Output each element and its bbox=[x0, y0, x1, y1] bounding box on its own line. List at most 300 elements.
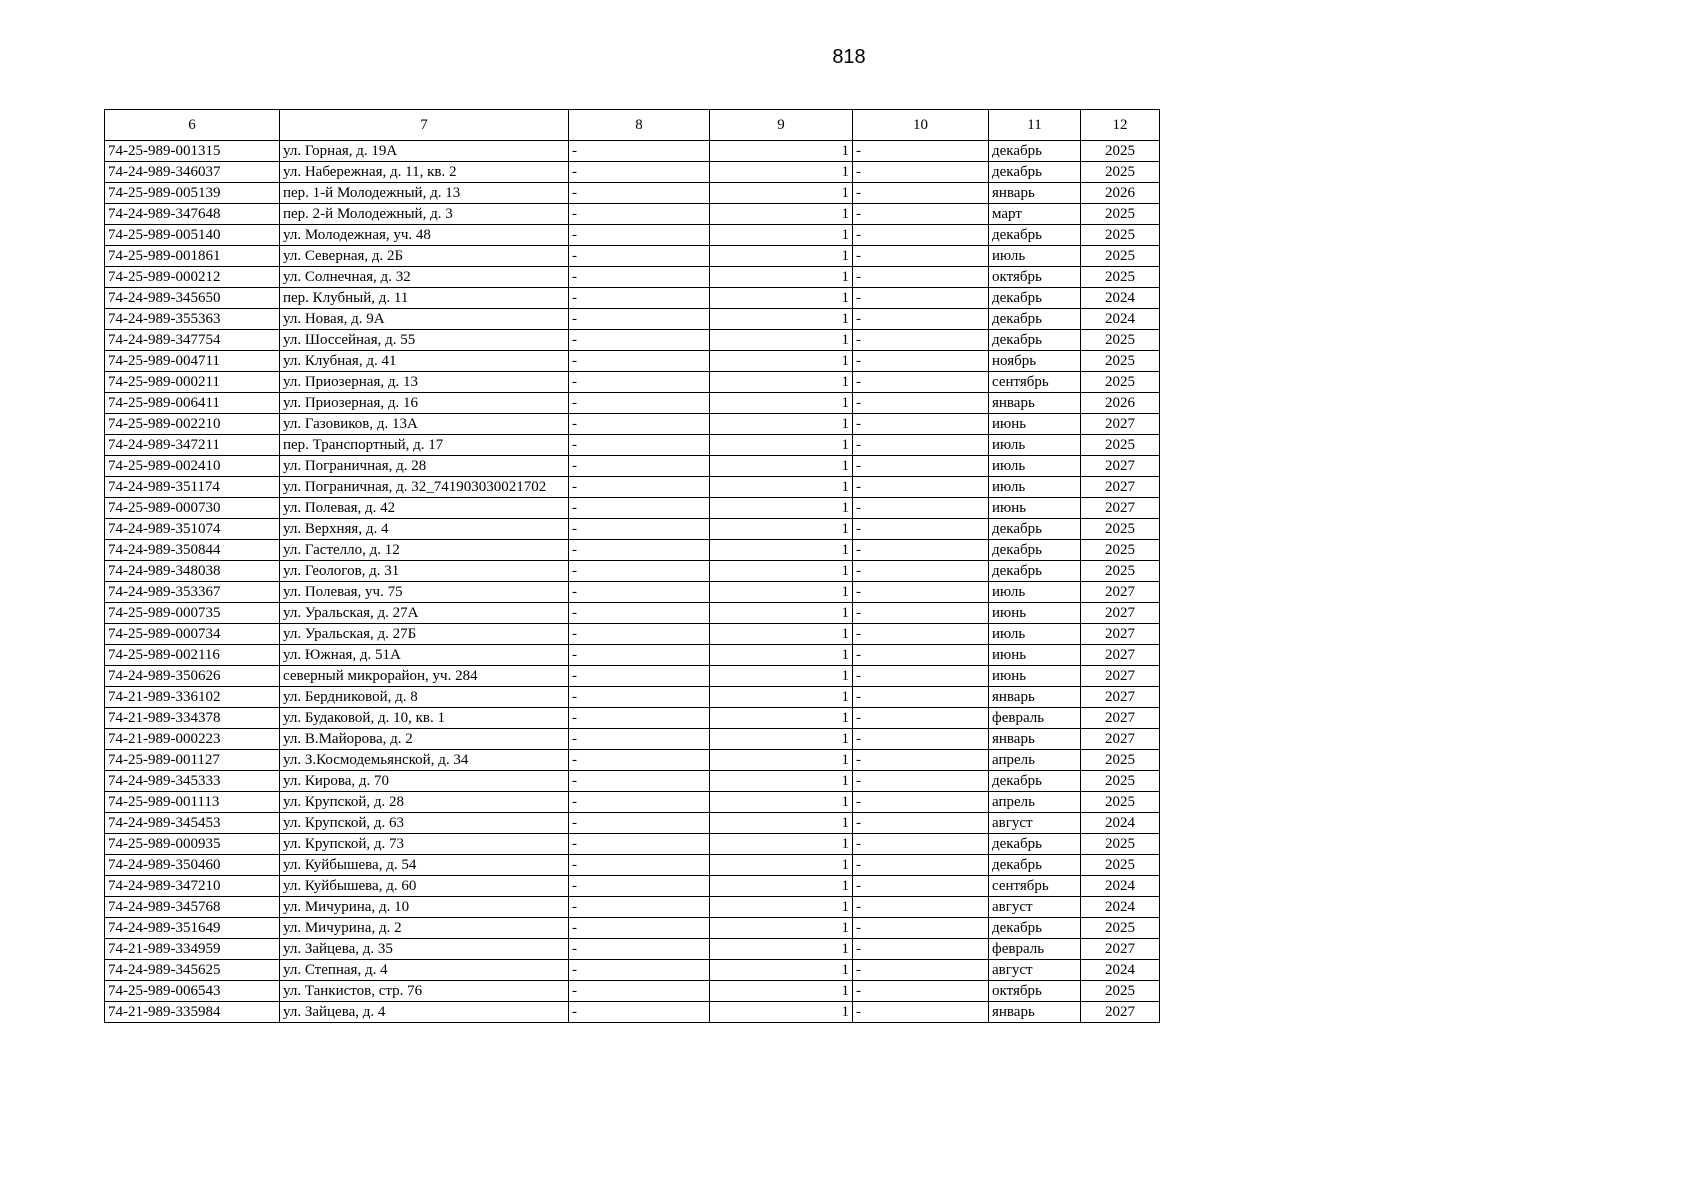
col9-cell: 1 bbox=[710, 939, 853, 960]
address-cell: ул. Пограничная, д. 28 bbox=[280, 456, 569, 477]
col8-cell: - bbox=[569, 582, 710, 603]
col9-cell: 1 bbox=[710, 309, 853, 330]
col8-cell: - bbox=[569, 372, 710, 393]
col9-cell: 1 bbox=[710, 624, 853, 645]
col8-cell: - bbox=[569, 204, 710, 225]
month-cell: август bbox=[989, 813, 1081, 834]
col9-cell: 1 bbox=[710, 687, 853, 708]
col9-cell: 1 bbox=[710, 960, 853, 981]
month-cell: декабрь bbox=[989, 834, 1081, 855]
address-cell: ул. Будаковой, д. 10, кв. 1 bbox=[280, 708, 569, 729]
cadastral-code-cell: 74-24-989-347211 bbox=[105, 435, 280, 456]
col9-cell: 1 bbox=[710, 645, 853, 666]
table-row bbox=[105, 540, 1160, 561]
month-cell: декабрь bbox=[989, 162, 1081, 183]
col8-cell: - bbox=[569, 750, 710, 771]
month-cell: июль bbox=[989, 582, 1081, 603]
col8-cell: - bbox=[569, 981, 710, 1002]
data-table bbox=[104, 109, 1160, 1023]
col9-cell: 1 bbox=[710, 519, 853, 540]
cadastral-code-cell: 74-24-989-345768 bbox=[105, 897, 280, 918]
month-cell: октябрь bbox=[989, 981, 1081, 1002]
table-row bbox=[105, 582, 1160, 603]
table-row bbox=[105, 414, 1160, 435]
address-cell: ул. Новая, д. 9А bbox=[280, 309, 569, 330]
column-header: 12 bbox=[1081, 110, 1160, 141]
col8-cell: - bbox=[569, 330, 710, 351]
col10-cell: - bbox=[853, 267, 989, 288]
col8-cell: - bbox=[569, 918, 710, 939]
cadastral-code-cell: 74-24-989-350626 bbox=[105, 666, 280, 687]
year-cell: 2025 bbox=[1081, 834, 1160, 855]
col10-cell: - bbox=[853, 498, 989, 519]
cadastral-code-cell: 74-24-989-353367 bbox=[105, 582, 280, 603]
year-cell: 2025 bbox=[1081, 267, 1160, 288]
col8-cell: - bbox=[569, 855, 710, 876]
cadastral-code-cell: 74-25-989-002210 bbox=[105, 414, 280, 435]
table-row bbox=[105, 897, 1160, 918]
table-row bbox=[105, 834, 1160, 855]
address-cell: ул. Уральская, д. 27Б bbox=[280, 624, 569, 645]
col8-cell: - bbox=[569, 666, 710, 687]
month-cell: июль bbox=[989, 477, 1081, 498]
col9-cell: 1 bbox=[710, 225, 853, 246]
table-row bbox=[105, 456, 1160, 477]
col9-cell: 1 bbox=[710, 750, 853, 771]
table-row bbox=[105, 1002, 1160, 1023]
col8-cell: - bbox=[569, 393, 710, 414]
col10-cell: - bbox=[853, 918, 989, 939]
month-cell: март bbox=[989, 204, 1081, 225]
cadastral-code-cell: 74-24-989-347754 bbox=[105, 330, 280, 351]
col8-cell: - bbox=[569, 897, 710, 918]
month-cell: октябрь bbox=[989, 267, 1081, 288]
col8-cell: - bbox=[569, 687, 710, 708]
month-cell: декабрь bbox=[989, 561, 1081, 582]
year-cell: 2027 bbox=[1081, 624, 1160, 645]
table-row bbox=[105, 477, 1160, 498]
col8-cell: - bbox=[569, 414, 710, 435]
table-row bbox=[105, 603, 1160, 624]
address-cell: ул. Зайцева, д. 35 bbox=[280, 939, 569, 960]
cadastral-code-cell: 74-24-989-345650 bbox=[105, 288, 280, 309]
address-cell: ул. Гастелло, д. 12 bbox=[280, 540, 569, 561]
year-cell: 2024 bbox=[1081, 876, 1160, 897]
address-cell: пер. Транспортный, д. 17 bbox=[280, 435, 569, 456]
col8-cell: - bbox=[569, 183, 710, 204]
year-cell: 2025 bbox=[1081, 855, 1160, 876]
address-cell: ул. Крупской, д. 73 bbox=[280, 834, 569, 855]
col8-cell: - bbox=[569, 309, 710, 330]
address-cell: ул. Полевая, уч. 75 bbox=[280, 582, 569, 603]
month-cell: июнь bbox=[989, 498, 1081, 519]
col8-cell: - bbox=[569, 792, 710, 813]
page-number: 818 bbox=[832, 46, 866, 68]
cadastral-code-cell: 74-24-989-351649 bbox=[105, 918, 280, 939]
column-header: 8 bbox=[569, 110, 710, 141]
table-row bbox=[105, 687, 1160, 708]
cadastral-code-cell: 74-25-989-004711 bbox=[105, 351, 280, 372]
table-row bbox=[105, 351, 1160, 372]
col8-cell: - bbox=[569, 708, 710, 729]
address-cell: ул. Степная, д. 4 bbox=[280, 960, 569, 981]
col9-cell: 1 bbox=[710, 288, 853, 309]
col10-cell: - bbox=[853, 624, 989, 645]
cadastral-code-cell: 74-24-989-350460 bbox=[105, 855, 280, 876]
year-cell: 2027 bbox=[1081, 666, 1160, 687]
cadastral-code-cell: 74-25-989-001113 bbox=[105, 792, 280, 813]
table-row bbox=[105, 288, 1160, 309]
col9-cell: 1 bbox=[710, 834, 853, 855]
month-cell: февраль bbox=[989, 939, 1081, 960]
year-cell: 2025 bbox=[1081, 981, 1160, 1002]
col8-cell: - bbox=[569, 729, 710, 750]
col9-cell: 1 bbox=[710, 918, 853, 939]
month-cell: январь bbox=[989, 729, 1081, 750]
year-cell: 2025 bbox=[1081, 519, 1160, 540]
cadastral-code-cell: 74-21-989-336102 bbox=[105, 687, 280, 708]
year-cell: 2027 bbox=[1081, 477, 1160, 498]
col10-cell: - bbox=[853, 351, 989, 372]
month-cell: апрель bbox=[989, 792, 1081, 813]
column-header: 11 bbox=[989, 110, 1081, 141]
month-cell: январь bbox=[989, 1002, 1081, 1023]
address-cell: ул. Набережная, д. 11, кв. 2 bbox=[280, 162, 569, 183]
year-cell: 2025 bbox=[1081, 372, 1160, 393]
column-header: 9 bbox=[710, 110, 853, 141]
month-cell: декабрь bbox=[989, 141, 1081, 162]
table-body bbox=[105, 141, 1160, 1023]
table-row bbox=[105, 372, 1160, 393]
col9-cell: 1 bbox=[710, 813, 853, 834]
cadastral-code-cell: 74-24-989-351074 bbox=[105, 519, 280, 540]
year-cell: 2027 bbox=[1081, 582, 1160, 603]
address-cell: ул. Горная, д. 19А bbox=[280, 141, 569, 162]
col10-cell: - bbox=[853, 372, 989, 393]
col8-cell: - bbox=[569, 834, 710, 855]
address-cell: ул. Куйбышева, д. 54 bbox=[280, 855, 569, 876]
col9-cell: 1 bbox=[710, 1002, 853, 1023]
col10-cell: - bbox=[853, 435, 989, 456]
cadastral-code-cell: 74-25-989-005139 bbox=[105, 183, 280, 204]
col10-cell: - bbox=[853, 603, 989, 624]
month-cell: январь bbox=[989, 183, 1081, 204]
col8-cell: - bbox=[569, 435, 710, 456]
cadastral-code-cell: 74-25-989-000734 bbox=[105, 624, 280, 645]
address-cell: ул. Южная, д. 51А bbox=[280, 645, 569, 666]
col9-cell: 1 bbox=[710, 183, 853, 204]
address-cell: северный микрорайон, уч. 284 bbox=[280, 666, 569, 687]
col8-cell: - bbox=[569, 603, 710, 624]
address-cell: ул. Геологов, д. 31 bbox=[280, 561, 569, 582]
cadastral-code-cell: 74-25-989-006411 bbox=[105, 393, 280, 414]
col9-cell: 1 bbox=[710, 603, 853, 624]
table-row bbox=[105, 225, 1160, 246]
cadastral-code-cell: 74-24-989-345625 bbox=[105, 960, 280, 981]
address-cell: ул. Мичурина, д. 10 bbox=[280, 897, 569, 918]
column-header: 6 bbox=[105, 110, 280, 141]
month-cell: апрель bbox=[989, 750, 1081, 771]
address-cell: ул. Крупской, д. 63 bbox=[280, 813, 569, 834]
year-cell: 2027 bbox=[1081, 687, 1160, 708]
col9-cell: 1 bbox=[710, 372, 853, 393]
table-row bbox=[105, 246, 1160, 267]
year-cell: 2026 bbox=[1081, 393, 1160, 414]
address-cell: ул. Танкистов, стр. 76 bbox=[280, 981, 569, 1002]
col9-cell: 1 bbox=[710, 141, 853, 162]
table-row bbox=[105, 498, 1160, 519]
table-row bbox=[105, 624, 1160, 645]
table-row bbox=[105, 309, 1160, 330]
year-cell: 2025 bbox=[1081, 771, 1160, 792]
col9-cell: 1 bbox=[710, 582, 853, 603]
year-cell: 2025 bbox=[1081, 141, 1160, 162]
column-header: 7 bbox=[280, 110, 569, 141]
year-cell: 2024 bbox=[1081, 897, 1160, 918]
address-cell: ул. Приозерная, д. 13 bbox=[280, 372, 569, 393]
cadastral-code-cell: 74-25-989-001315 bbox=[105, 141, 280, 162]
address-cell: ул. Пограничная, д. 32_741903030021702 bbox=[280, 477, 569, 498]
col10-cell: - bbox=[853, 225, 989, 246]
col9-cell: 1 bbox=[710, 540, 853, 561]
table-row bbox=[105, 393, 1160, 414]
col8-cell: - bbox=[569, 561, 710, 582]
col9-cell: 1 bbox=[710, 708, 853, 729]
month-cell: декабрь bbox=[989, 225, 1081, 246]
year-cell: 2025 bbox=[1081, 792, 1160, 813]
col9-cell: 1 bbox=[710, 204, 853, 225]
cadastral-code-cell: 74-25-989-000211 bbox=[105, 372, 280, 393]
col10-cell: - bbox=[853, 162, 989, 183]
col10-cell: - bbox=[853, 666, 989, 687]
col10-cell: - bbox=[853, 246, 989, 267]
col10-cell: - bbox=[853, 981, 989, 1002]
col10-cell: - bbox=[853, 645, 989, 666]
cadastral-code-cell: 74-25-989-005140 bbox=[105, 225, 280, 246]
cadastral-code-cell: 74-24-989-345453 bbox=[105, 813, 280, 834]
year-cell: 2024 bbox=[1081, 309, 1160, 330]
month-cell: июнь bbox=[989, 414, 1081, 435]
address-cell: ул. Полевая, д. 42 bbox=[280, 498, 569, 519]
year-cell: 2027 bbox=[1081, 498, 1160, 519]
col8-cell: - bbox=[569, 771, 710, 792]
col10-cell: - bbox=[853, 456, 989, 477]
address-cell: ул. В.Майорова, д. 2 bbox=[280, 729, 569, 750]
col8-cell: - bbox=[569, 960, 710, 981]
col8-cell: - bbox=[569, 519, 710, 540]
col10-cell: - bbox=[853, 414, 989, 435]
month-cell: июль bbox=[989, 624, 1081, 645]
col10-cell: - bbox=[853, 204, 989, 225]
cadastral-code-cell: 74-21-989-000223 bbox=[105, 729, 280, 750]
address-cell: ул. Молодежная, уч. 48 bbox=[280, 225, 569, 246]
col9-cell: 1 bbox=[710, 393, 853, 414]
month-cell: сентябрь bbox=[989, 372, 1081, 393]
col10-cell: - bbox=[853, 708, 989, 729]
address-cell: ул. З.Космодемьянской, д. 34 bbox=[280, 750, 569, 771]
col9-cell: 1 bbox=[710, 498, 853, 519]
col10-cell: - bbox=[853, 729, 989, 750]
month-cell: декабрь bbox=[989, 288, 1081, 309]
cadastral-code-cell: 74-21-989-334959 bbox=[105, 939, 280, 960]
month-cell: декабрь bbox=[989, 771, 1081, 792]
col10-cell: - bbox=[853, 582, 989, 603]
col10-cell: - bbox=[853, 834, 989, 855]
table-row bbox=[105, 204, 1160, 225]
year-cell: 2027 bbox=[1081, 645, 1160, 666]
month-cell: февраль bbox=[989, 708, 1081, 729]
address-cell: ул. Клубная, д. 41 bbox=[280, 351, 569, 372]
table-row bbox=[105, 519, 1160, 540]
year-cell: 2024 bbox=[1081, 960, 1160, 981]
year-cell: 2027 bbox=[1081, 414, 1160, 435]
col10-cell: - bbox=[853, 687, 989, 708]
cadastral-code-cell: 74-25-989-000212 bbox=[105, 267, 280, 288]
table-row bbox=[105, 750, 1160, 771]
address-cell: ул. Кирова, д. 70 bbox=[280, 771, 569, 792]
table-row bbox=[105, 141, 1160, 162]
year-cell: 2025 bbox=[1081, 204, 1160, 225]
month-cell: июль bbox=[989, 435, 1081, 456]
address-cell: пер. 1-й Молодежный, д. 13 bbox=[280, 183, 569, 204]
table-row bbox=[105, 330, 1160, 351]
table-row bbox=[105, 876, 1160, 897]
table-row bbox=[105, 918, 1160, 939]
month-cell: август bbox=[989, 897, 1081, 918]
address-cell: ул. Крупской, д. 28 bbox=[280, 792, 569, 813]
col8-cell: - bbox=[569, 939, 710, 960]
month-cell: июль bbox=[989, 246, 1081, 267]
address-cell: ул. Мичурина, д. 2 bbox=[280, 918, 569, 939]
year-cell: 2027 bbox=[1081, 456, 1160, 477]
table-row bbox=[105, 792, 1160, 813]
col10-cell: - bbox=[853, 939, 989, 960]
month-cell: январь bbox=[989, 687, 1081, 708]
table-row bbox=[105, 645, 1160, 666]
year-cell: 2025 bbox=[1081, 540, 1160, 561]
month-cell: июль bbox=[989, 456, 1081, 477]
col8-cell: - bbox=[569, 267, 710, 288]
col10-cell: - bbox=[853, 393, 989, 414]
month-cell: декабрь bbox=[989, 918, 1081, 939]
col9-cell: 1 bbox=[710, 897, 853, 918]
col9-cell: 1 bbox=[710, 330, 853, 351]
year-cell: 2024 bbox=[1081, 813, 1160, 834]
year-cell: 2025 bbox=[1081, 162, 1160, 183]
cadastral-code-cell: 74-24-989-347210 bbox=[105, 876, 280, 897]
cadastral-code-cell: 74-24-989-347648 bbox=[105, 204, 280, 225]
table-row bbox=[105, 666, 1160, 687]
address-cell: ул. Северная, д. 2Б bbox=[280, 246, 569, 267]
year-cell: 2025 bbox=[1081, 246, 1160, 267]
col10-cell: - bbox=[853, 330, 989, 351]
col10-cell: - bbox=[853, 750, 989, 771]
col8-cell: - bbox=[569, 351, 710, 372]
year-cell: 2025 bbox=[1081, 351, 1160, 372]
table-row bbox=[105, 435, 1160, 456]
col8-cell: - bbox=[569, 876, 710, 897]
col10-cell: - bbox=[853, 1002, 989, 1023]
address-cell: ул. Верхняя, д. 4 bbox=[280, 519, 569, 540]
year-cell: 2027 bbox=[1081, 708, 1160, 729]
table-row bbox=[105, 162, 1160, 183]
month-cell: декабрь bbox=[989, 519, 1081, 540]
col10-cell: - bbox=[853, 477, 989, 498]
col9-cell: 1 bbox=[710, 414, 853, 435]
col10-cell: - bbox=[853, 519, 989, 540]
cadastral-code-cell: 74-25-989-001127 bbox=[105, 750, 280, 771]
month-cell: январь bbox=[989, 393, 1081, 414]
col9-cell: 1 bbox=[710, 351, 853, 372]
cadastral-code-cell: 74-21-989-334378 bbox=[105, 708, 280, 729]
cadastral-code-cell: 74-24-989-351174 bbox=[105, 477, 280, 498]
column-header: 10 bbox=[853, 110, 989, 141]
cadastral-code-cell: 74-25-989-000730 bbox=[105, 498, 280, 519]
cadastral-code-cell: 74-24-989-345333 bbox=[105, 771, 280, 792]
cadastral-code-cell: 74-25-989-001861 bbox=[105, 246, 280, 267]
col10-cell: - bbox=[853, 813, 989, 834]
col10-cell: - bbox=[853, 540, 989, 561]
year-cell: 2025 bbox=[1081, 750, 1160, 771]
address-cell: ул. Зайцева, д. 4 bbox=[280, 1002, 569, 1023]
col8-cell: - bbox=[569, 225, 710, 246]
month-cell: декабрь bbox=[989, 855, 1081, 876]
col8-cell: - bbox=[569, 456, 710, 477]
table-header bbox=[105, 110, 1160, 141]
year-cell: 2027 bbox=[1081, 1002, 1160, 1023]
col9-cell: 1 bbox=[710, 981, 853, 1002]
table-row bbox=[105, 561, 1160, 582]
col9-cell: 1 bbox=[710, 561, 853, 582]
month-cell: декабрь bbox=[989, 540, 1081, 561]
address-cell: ул. Уральская, д. 27А bbox=[280, 603, 569, 624]
table-row bbox=[105, 960, 1160, 981]
col10-cell: - bbox=[853, 561, 989, 582]
col9-cell: 1 bbox=[710, 435, 853, 456]
month-cell: сентябрь bbox=[989, 876, 1081, 897]
col9-cell: 1 bbox=[710, 729, 853, 750]
col10-cell: - bbox=[853, 288, 989, 309]
col8-cell: - bbox=[569, 498, 710, 519]
year-cell: 2027 bbox=[1081, 939, 1160, 960]
col8-cell: - bbox=[569, 246, 710, 267]
table-row bbox=[105, 708, 1160, 729]
col9-cell: 1 bbox=[710, 267, 853, 288]
col10-cell: - bbox=[853, 771, 989, 792]
col10-cell: - bbox=[853, 960, 989, 981]
table-row bbox=[105, 183, 1160, 204]
address-cell: ул. Солнечная, д. 32 bbox=[280, 267, 569, 288]
year-cell: 2025 bbox=[1081, 918, 1160, 939]
cadastral-code-cell: 74-25-989-000935 bbox=[105, 834, 280, 855]
year-cell: 2025 bbox=[1081, 330, 1160, 351]
address-cell: ул. Шоссейная, д. 55 bbox=[280, 330, 569, 351]
year-cell: 2027 bbox=[1081, 603, 1160, 624]
cadastral-code-cell: 74-25-989-002410 bbox=[105, 456, 280, 477]
header-row bbox=[105, 110, 1160, 141]
cadastral-code-cell: 74-24-989-355363 bbox=[105, 309, 280, 330]
col8-cell: - bbox=[569, 540, 710, 561]
table-row bbox=[105, 771, 1160, 792]
year-cell: 2025 bbox=[1081, 435, 1160, 456]
col9-cell: 1 bbox=[710, 771, 853, 792]
col9-cell: 1 bbox=[710, 162, 853, 183]
col9-cell: 1 bbox=[710, 855, 853, 876]
address-cell: пер. Клубный, д. 11 bbox=[280, 288, 569, 309]
col8-cell: - bbox=[569, 813, 710, 834]
col9-cell: 1 bbox=[710, 876, 853, 897]
col10-cell: - bbox=[853, 183, 989, 204]
